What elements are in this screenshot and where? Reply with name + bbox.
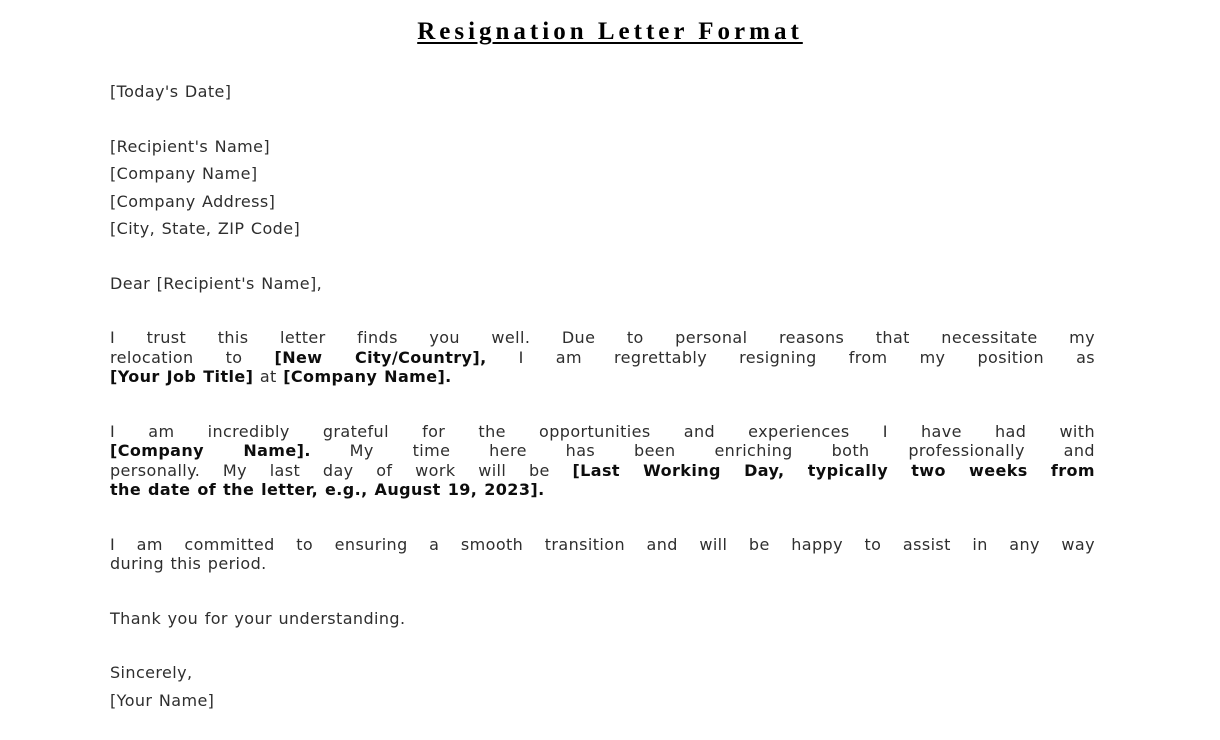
paragraph-1-line-2 (110, 348, 1095, 368)
text-run: [Company Name] (110, 164, 258, 183)
sign-off (110, 663, 1095, 683)
paragraph-3-line-1 (110, 535, 1095, 555)
text-run: [Company Address] (110, 191, 276, 211)
paragraph-2-line-1 (110, 422, 1095, 442)
text-run: [Today's Date] (110, 82, 232, 101)
city-state-zip (110, 219, 1095, 239)
sign-off-line-1 (110, 663, 1095, 683)
letter-body (0, 82, 1220, 710)
todays-date (110, 82, 1095, 102)
paragraph-2 (110, 422, 1095, 500)
city-state-zip-line-1 (110, 219, 1095, 239)
your-name-line-1 (110, 691, 1095, 711)
text-run: Thank you for your understanding. (110, 608, 406, 628)
bold-placeholder-run: [Your Job Title] (110, 367, 254, 386)
text-run: relocation to (110, 347, 275, 367)
text-run: I am committed to ensuring a smooth transition and will be happy to assist in any way (110, 534, 1095, 554)
company-name (110, 164, 1095, 184)
recipient-name-line-1 (110, 137, 1095, 157)
salutation (110, 274, 1095, 294)
text-run: Dear [Recipient's Name], (110, 273, 323, 293)
text-run: I am incredibly grateful for the opportunities and experiences I have had with (110, 421, 1095, 441)
paragraph-2-line-4 (110, 480, 1095, 500)
paragraph-3-line-2 (110, 554, 1095, 574)
paragraph-2-line-2 (110, 441, 1095, 461)
company-name-line-1 (110, 164, 1095, 184)
salutation-line-1 (110, 274, 1095, 294)
document-title: Resignation Letter Format (417, 18, 803, 45)
paragraph-1-line-3 (110, 367, 1095, 387)
text-run: [Your Name] (110, 690, 215, 710)
bold-placeholder-run: [New City/Country], (274, 347, 487, 367)
text-run: I trust this letter finds you well. Due to personal reasons that necessitate my (110, 328, 1095, 347)
thank-you-line-1 (110, 609, 1095, 629)
recipient-name (110, 137, 1095, 157)
text-run: [Recipient's Name] (110, 136, 271, 156)
paragraph-1 (110, 328, 1095, 387)
paragraph-3 (110, 535, 1095, 574)
text-run: Sincerely, (110, 663, 193, 682)
company-address-line-1 (110, 192, 1095, 212)
bold-placeholder-run: the date of the letter, e.g., August 19, 2023]. (110, 480, 545, 499)
text-run: at (253, 367, 284, 386)
text-run: I am regrettably resigning from my position as (486, 347, 1096, 367)
bold-placeholder-run: [Company Name]. (110, 441, 311, 460)
text-run: [City, State, ZIP Code] (110, 219, 301, 238)
bold-placeholder-run: [Company Name]. (283, 367, 452, 386)
text-run: My time here has been enriching both professionally and (310, 441, 1095, 460)
todays-date-line-1 (110, 82, 1095, 102)
bold-placeholder-run: [Last Working Day, typically two weeks from (572, 460, 1096, 480)
paragraph-1-line-1 (110, 328, 1095, 348)
your-name (110, 691, 1095, 711)
paragraph-2-line-3 (110, 461, 1095, 481)
thank-you (110, 609, 1095, 629)
text-run: during this period. (110, 554, 267, 573)
company-address (110, 192, 1095, 212)
text-run: personally. My last day of work will be (110, 460, 573, 480)
